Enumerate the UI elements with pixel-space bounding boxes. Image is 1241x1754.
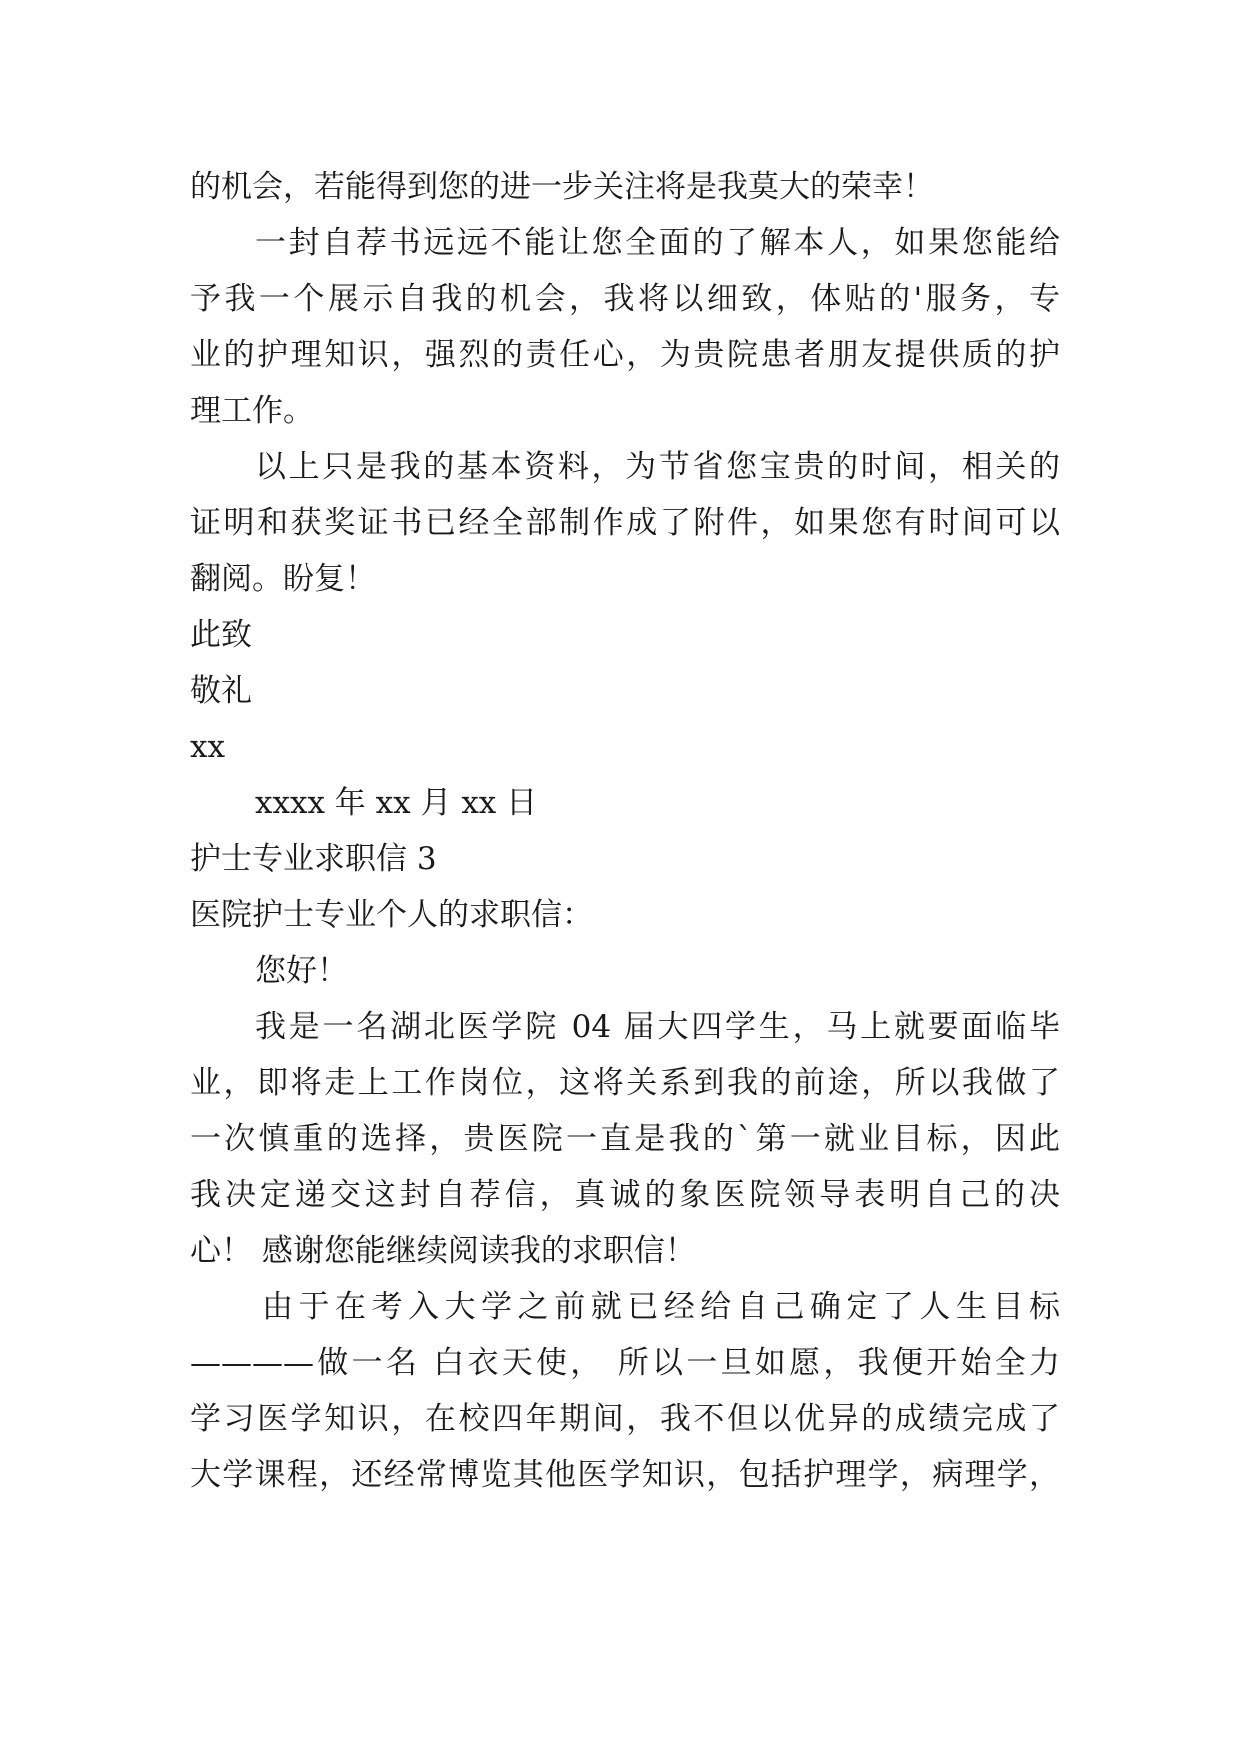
text-line-17: 业，即将走上工作岗位，这将关系到我的前途，所以我做了 [190, 1065, 1060, 1101]
closing-regards: 敬礼 [190, 673, 252, 709]
closing-salutation: 此致 [190, 617, 252, 653]
signature-name: xx [190, 729, 225, 765]
text-line-19: 我决定递交这封自荐信，真诚的象医院领导表明自己的决 [190, 1177, 1060, 1213]
greeting: 您好！ [255, 953, 348, 989]
text-line-22: ————做一名 白衣天使， 所以一旦如愿，我便开始全力 [190, 1345, 1060, 1381]
text-line-5: 理工作。 [190, 393, 314, 429]
text-line-23: 学习医学知识，在校四年期间，我不但以优异的成绩完成了 [190, 1401, 1060, 1437]
text-line-2: 一封自荐书远远不能让您全面的了解本人，如果您能给 [255, 225, 1060, 261]
text-line-6: 以上只是我的基本资料，为节省您宝贵的时间，相关的 [255, 449, 1060, 485]
letter-heading: 医院护士专业个人的求职信： [190, 897, 593, 933]
text-line-24: 大学课程，还经常博览其他医学知识，包括护理学，病理学， [190, 1457, 1060, 1493]
text-line-1: 的机会，若能得到您的进一步关注将是我莫大的荣幸！ [190, 169, 934, 205]
text-line-4: 业的护理知识，强烈的责任心，为贵院患者朋友提供质的护 [190, 337, 1060, 373]
text-line-20: 心！ 感谢您能继续阅读我的求职信！ [190, 1233, 696, 1269]
text-line-3: 予我一个展示自我的机会，我将以细致，体贴的'服务，专 [190, 281, 1060, 317]
text-line-7: 证明和获奖证书已经全部制作成了附件，如果您有时间可以 [190, 505, 1060, 541]
text-line-8: 翻阅。盼复！ [190, 561, 376, 597]
section-title: 护士专业求职信 3 [190, 841, 437, 877]
text-line-18: 一次慎重的选择，贵医院一直是我的`第一就业目标，因此 [190, 1121, 1060, 1157]
text-line-21: 由于在考入大学之前就已经给自己确定了人生目标 [262, 1289, 1060, 1325]
text-line-16: 我是一名湖北医学院 04 届大四学生，马上就要面临毕 [255, 1009, 1060, 1045]
signature-date: xxxx 年 xx 月 xx 日 [255, 785, 538, 821]
